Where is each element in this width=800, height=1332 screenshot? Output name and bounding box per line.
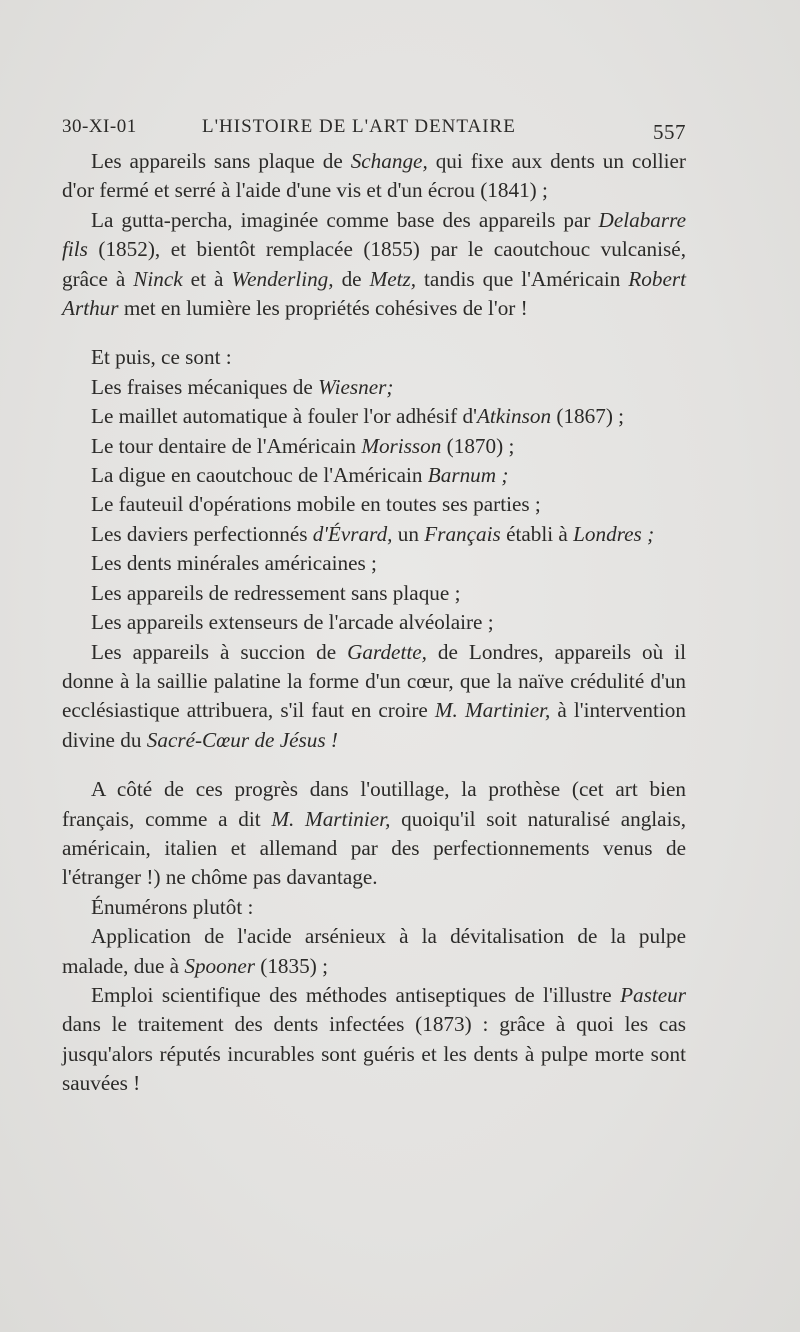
text-run: qui fixe aux dents un collier d'or fermé et serré à l'aide d'une vis et d'un écrou (1841) ; bbox=[62, 149, 686, 203]
text-run: Les appareils à succion de bbox=[91, 639, 348, 664]
paragraph bbox=[62, 490, 686, 519]
text-run: Et puis, ce sont : bbox=[91, 345, 232, 370]
italic-name: M. Martinier, bbox=[434, 698, 551, 723]
text-run: A côté de ces progrès dans l'outillage, la prothèse (cet art bien français, comme a dit bbox=[62, 777, 686, 831]
text-run: Le fauteuil d'opérations mobile en toutes ses parties ; bbox=[91, 492, 541, 517]
paragraph bbox=[62, 402, 686, 431]
paragraph bbox=[62, 520, 686, 549]
page-number: 557 bbox=[653, 120, 686, 144]
italic-name: Ninck bbox=[133, 266, 183, 291]
text-run: Les appareils sans plaque de bbox=[91, 149, 351, 173]
text-run: La gutta-percha, imaginée comme base des appareils par bbox=[91, 207, 599, 232]
paragraph bbox=[62, 608, 686, 637]
italic-name: Wiesner; bbox=[318, 374, 394, 399]
header-date: 30-XI-01 bbox=[62, 116, 137, 137]
text-run: Emploi scientifique des méthodes antiseptiques de l'illustre bbox=[91, 982, 621, 1007]
italic-name: Metz, bbox=[369, 266, 417, 291]
italic-name: Londres ; bbox=[573, 521, 655, 546]
paragraph bbox=[62, 981, 686, 1099]
text-run: Les fraises mécaniques de bbox=[91, 374, 319, 399]
header-title: L'HISTOIRE DE L'ART DENTAIRE bbox=[202, 116, 516, 137]
italic-name: Atkinson bbox=[476, 404, 552, 429]
italic-name: Robert Arthur bbox=[62, 266, 687, 321]
paragraph bbox=[62, 206, 686, 324]
paragraph bbox=[62, 893, 686, 922]
text-run: de bbox=[333, 266, 370, 291]
text-run: tandis que l'Américain bbox=[416, 266, 629, 291]
text-run: Application de l'acide arsénieux à la dévitalisation de la pulpe malade, due à bbox=[62, 924, 686, 978]
paragraph bbox=[62, 432, 686, 461]
running-header bbox=[62, 112, 686, 144]
text-run: Le tour dentaire de l'Américain bbox=[91, 433, 362, 458]
text-run: Les dents minérales américaines ; bbox=[91, 551, 377, 576]
italic-name: Spooner bbox=[184, 953, 255, 978]
text-run: établi à bbox=[500, 521, 574, 546]
italic-name: Schange, bbox=[350, 149, 428, 173]
text-run: dans le traitement des dents infectées (1873) : grâce à quoi les cas jusqu'alors réputés incurables sont guéris et les dents à pulpe morte sont sauvées ! bbox=[62, 1012, 686, 1096]
text-run: Le maillet automatique à fouler l'or adhésif d' bbox=[91, 404, 477, 429]
italic-name: Français bbox=[424, 521, 501, 546]
paragraph bbox=[62, 549, 686, 578]
text-run: Énumérons plutôt : bbox=[91, 894, 254, 919]
text-run: (1835) ; bbox=[254, 953, 328, 978]
text-run: Les daviers perfectionnés bbox=[91, 521, 313, 546]
italic-name: Wenderling, bbox=[231, 266, 334, 291]
italic-name: Barnum ; bbox=[427, 463, 509, 488]
paragraph bbox=[62, 775, 686, 893]
italic-name: Pasteur bbox=[620, 982, 686, 1007]
body-text bbox=[62, 147, 686, 1099]
paragraph bbox=[62, 147, 686, 206]
text-run: Les appareils extenseurs de l'arcade alvéolaire ; bbox=[91, 610, 494, 635]
text-run: quoiqu'il soit naturalisé anglais, américain, italien et allemand par des perfectionnements venus de l'étranger !) ne chôme pas davantage. bbox=[62, 806, 687, 890]
text-run: (1867) ; bbox=[551, 404, 625, 429]
paragraph bbox=[62, 579, 686, 608]
text-run: (1870) ; bbox=[441, 433, 515, 458]
text-run: de Londres, appareils où il donne à la saillie palatine la forme d'un cœur, que la naïve crédulité d'un ecclésiastique attribuera, s'il faut en croire bbox=[62, 639, 686, 723]
text-run: La digue en caoutchouc de l'Américain bbox=[91, 463, 428, 488]
paragraph bbox=[62, 638, 686, 756]
italic-name: d'Évrard, bbox=[312, 521, 393, 546]
text-run: met en lumière les propriétés cohésives de l'or ! bbox=[118, 296, 528, 321]
paragraph bbox=[62, 343, 686, 372]
italic-name: Sacré-Cœur de Jésus ! bbox=[146, 727, 338, 752]
italic-name: Morisson bbox=[361, 433, 442, 458]
paragraph bbox=[62, 373, 686, 402]
italic-name: M. Martinier, bbox=[271, 806, 391, 831]
text-run: (1852), et bientôt remplacée (1855) par le caoutchouc vulcanisé, grâce à bbox=[62, 237, 686, 291]
paragraph bbox=[62, 922, 686, 981]
text-run: Les appareils de redressement sans plaque ; bbox=[91, 580, 461, 605]
text-run: et à bbox=[182, 266, 232, 291]
italic-name: Delabarre fils bbox=[62, 207, 686, 262]
text-run: un bbox=[392, 521, 425, 546]
italic-name: Gardette, bbox=[347, 639, 427, 664]
text-run: à l'intervention divine du bbox=[62, 698, 686, 752]
paragraph bbox=[62, 461, 686, 490]
